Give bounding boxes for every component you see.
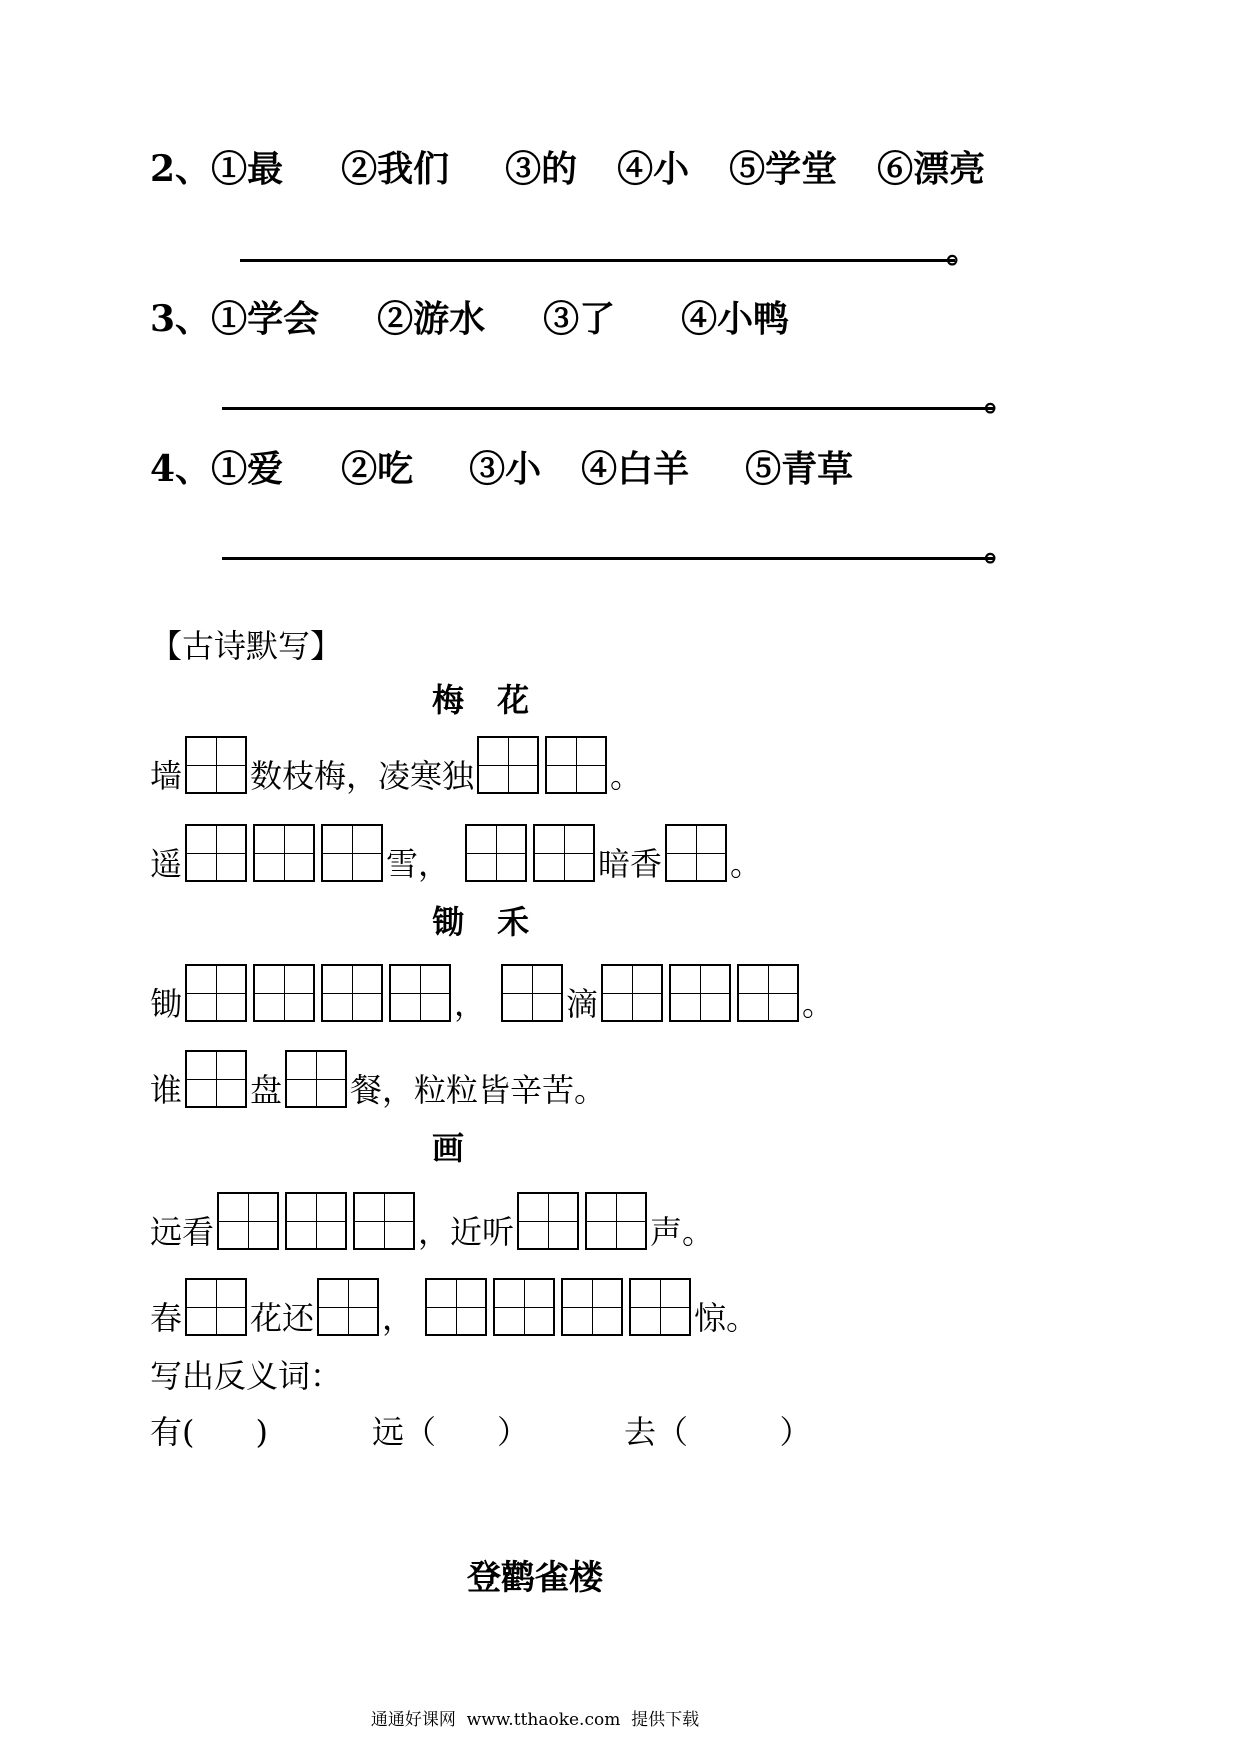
poem-text: 数枝梅，凌寒独 <box>250 757 475 795</box>
word-option: ②吃 <box>341 447 414 490</box>
antonym-item[interactable]: 去（ ） <box>624 1413 812 1451</box>
writing-grid[interactable] <box>665 824 727 882</box>
writing-grid[interactable] <box>629 1278 691 1336</box>
poem-text: 。 <box>610 757 643 795</box>
writing-grid[interactable] <box>493 1278 555 1336</box>
poem-text: 遥 <box>150 845 183 883</box>
writing-grid[interactable] <box>389 964 451 1022</box>
poem-text: ，近听 <box>418 1213 515 1251</box>
poem-text: 滴 <box>566 985 599 1023</box>
poem-text: 锄 <box>150 985 183 1023</box>
antonym-item[interactable]: 有( ) <box>150 1413 269 1451</box>
poem-text: 花还 <box>250 1299 315 1337</box>
word-option: ③小 <box>469 447 542 490</box>
antonyms-heading: 写出反义词： <box>150 1357 343 1395</box>
writing-grid[interactable] <box>253 824 315 882</box>
question-2 <box>150 144 985 188</box>
poem-text: 春 <box>150 1299 183 1337</box>
writing-grid[interactable] <box>321 824 383 882</box>
answer-line-4[interactable] <box>222 526 1022 569</box>
period: 。 <box>946 231 980 271</box>
question-number: 4、 <box>150 447 212 490</box>
writing-grid[interactable] <box>477 736 539 794</box>
writing-grid[interactable] <box>545 736 607 794</box>
writing-grid[interactable] <box>217 1192 279 1250</box>
poem-text: ， <box>454 985 487 1023</box>
writing-grid[interactable] <box>465 824 527 882</box>
poem-text: 盘 <box>250 1071 283 1109</box>
poem-text: 暗香 <box>598 845 663 883</box>
poem-line <box>150 818 762 882</box>
word-option: ④小 <box>617 147 690 190</box>
writing-grid[interactable] <box>185 964 247 1022</box>
writing-grid[interactable] <box>321 964 383 1022</box>
word-option: ④白羊 <box>581 447 690 490</box>
poem-text: 。 <box>730 845 763 883</box>
question-number: 3、 <box>150 297 212 340</box>
poem-line <box>150 958 834 1022</box>
word-option: ①最 <box>211 147 284 190</box>
period: 。 <box>984 379 1018 419</box>
writing-grid[interactable] <box>517 1192 579 1250</box>
writing-grid[interactable] <box>185 736 247 794</box>
poem-line <box>150 1044 606 1108</box>
writing-grid[interactable] <box>425 1278 487 1336</box>
writing-grid[interactable] <box>285 1192 347 1250</box>
question-number: 2、 <box>150 147 212 190</box>
poem-title: 梅 花 <box>432 681 530 719</box>
writing-grid[interactable] <box>737 964 799 1022</box>
poem-text: 餐，粒粒皆辛苦。 <box>350 1071 607 1109</box>
writing-grid[interactable] <box>585 1192 647 1250</box>
word-option: ①学会 <box>211 297 320 340</box>
word-option: ②我们 <box>341 147 450 190</box>
poem-text: 声。 <box>650 1213 715 1251</box>
word-option: ④小鸭 <box>681 297 790 340</box>
writing-grid[interactable] <box>561 1278 623 1336</box>
period: 。 <box>984 529 1018 569</box>
word-option: ①爱 <box>211 447 284 490</box>
writing-grid[interactable] <box>185 1278 247 1336</box>
word-option: ⑤青草 <box>745 447 854 490</box>
poem-text: ， <box>382 1299 415 1337</box>
poem-title: 画 <box>432 1129 465 1167</box>
poem-text: 墙 <box>150 757 183 795</box>
writing-grid[interactable] <box>185 824 247 882</box>
word-option: ⑤学堂 <box>729 147 838 190</box>
poem-title: 锄 禾 <box>432 903 530 941</box>
poem-line <box>150 1272 758 1336</box>
writing-grid[interactable] <box>253 964 315 1022</box>
word-option: ③的 <box>505 147 578 190</box>
writing-grid[interactable] <box>533 824 595 882</box>
poem-line <box>150 730 642 794</box>
antonym-item[interactable]: 远（ ） <box>372 1413 530 1451</box>
next-poem-title: 登鹳雀楼 <box>467 1558 603 1598</box>
word-option: ⑥漂亮 <box>877 147 986 190</box>
writing-grid[interactable] <box>501 964 563 1022</box>
question-3 <box>150 294 789 338</box>
writing-grid[interactable] <box>669 964 731 1022</box>
poem-text: 雪， <box>386 845 451 883</box>
writing-grid[interactable] <box>285 1050 347 1108</box>
writing-grid[interactable] <box>601 964 663 1022</box>
footer-note: 通通好课网 www.tthaoke.com 提供下载 <box>370 1710 700 1730</box>
section-heading: 【古诗默写】 <box>150 627 343 665</box>
answer-line-3[interactable] <box>222 376 1022 419</box>
answer-line-2[interactable] <box>240 228 980 271</box>
poem-line <box>150 1186 714 1250</box>
poem-text: 谁 <box>150 1071 183 1109</box>
poem-text: 惊。 <box>694 1299 759 1337</box>
word-option: ②游水 <box>377 297 486 340</box>
poem-text: 远看 <box>150 1213 215 1251</box>
writing-grid[interactable] <box>317 1278 379 1336</box>
poem-text: 。 <box>802 985 835 1023</box>
writing-grid[interactable] <box>353 1192 415 1250</box>
word-option: ③了 <box>543 297 616 340</box>
writing-grid[interactable] <box>185 1050 247 1108</box>
question-4 <box>150 444 853 488</box>
